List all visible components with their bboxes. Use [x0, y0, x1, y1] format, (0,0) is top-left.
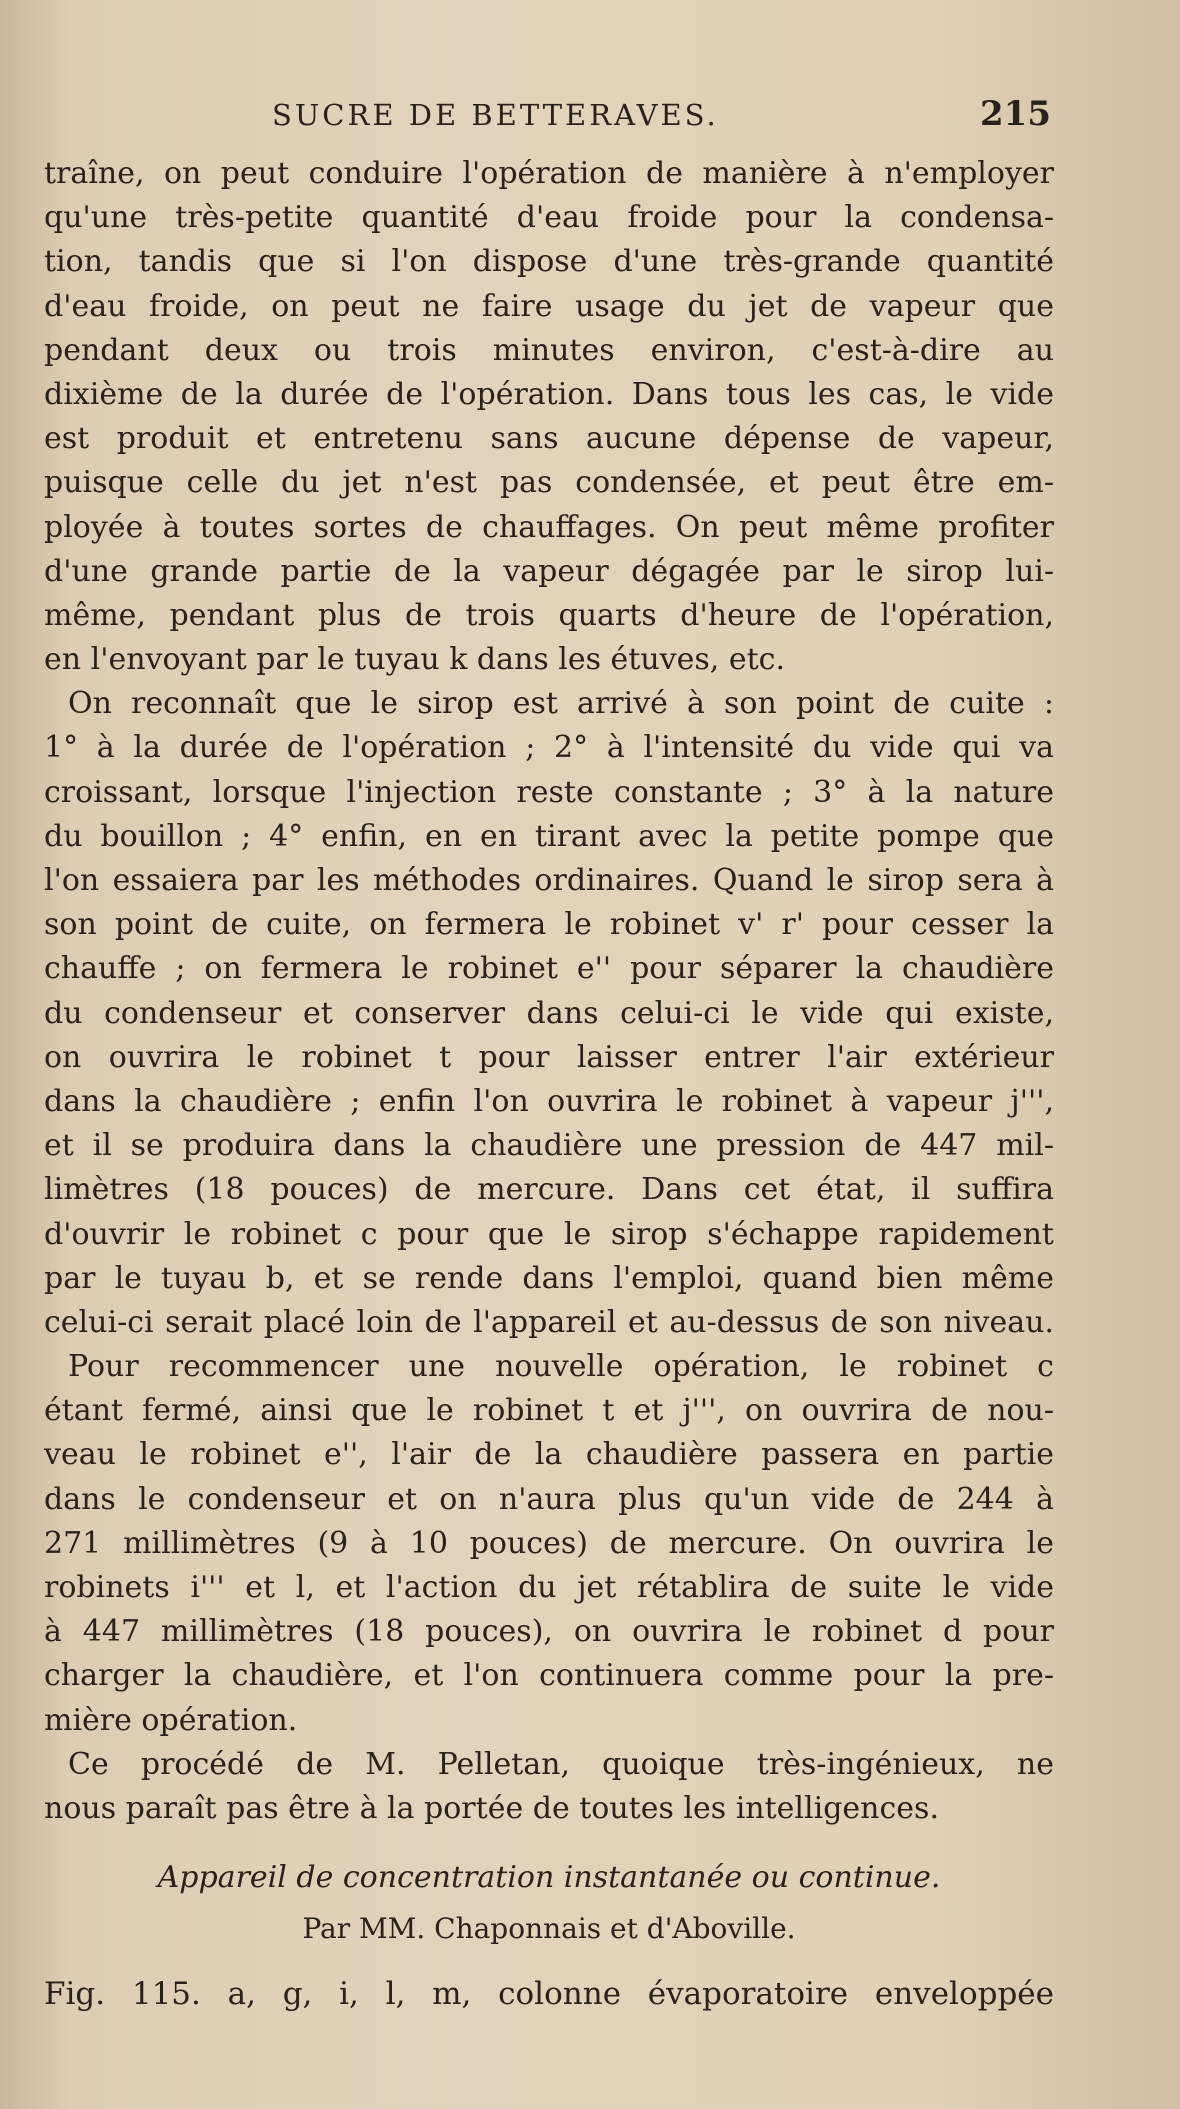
text-line: mière opération.	[44, 1702, 298, 1738]
text-line: même, pendant plus de trois quarts d'heure de l'opération,	[44, 597, 1054, 633]
text-line: étant fermé, ainsi que le robinet t et j''', on ouvrira de nou-	[44, 1393, 1054, 1429]
running-title: SUCRE DE BETTERAVES.	[272, 98, 719, 132]
page-number: 215	[980, 94, 1051, 134]
text-line: dans le condenseur et on n'aura plus qu'un vide de 244 à	[44, 1481, 1054, 1517]
text-line: On reconnaît que le sirop est arrivé à son point de cuite :	[68, 686, 1054, 722]
text-line: tion, tandis que si l'on dispose d'une très-grande quantité	[44, 244, 1054, 280]
text-line: robinets i''' et l, et l'action du jet rétablira de suite le vide	[44, 1570, 1054, 1605]
text-line: dans la chaudière ; enfin l'on ouvrira le robinet à vapeur j''',	[44, 1083, 1054, 1119]
text-line: à 447 millimètres (18 pouces), on ouvrira le robinet d pour	[44, 1614, 1054, 1650]
figure-caption-line: Fig. 115. a, g, i, l, m, colonne évaporatoire enveloppée	[44, 1976, 1054, 2012]
text-line: du bouillon ; 4° enfin, en en tirant avec la petite pompe que	[44, 818, 1054, 854]
text-line: nous paraît pas être à la portée de toutes les intelligences.	[44, 1790, 939, 1826]
text-line: d'ouvrir le robinet c pour que le sirop s'échappe rapidement	[44, 1216, 1054, 1252]
section-authors: Par MM. Chaponnais et d'Aboville.	[302, 1912, 796, 1945]
text-line: veau le robinet e'', l'air de la chaudière passera en partie	[44, 1437, 1054, 1473]
text-line: dixième de la durée de l'opération. Dans tous les cas, le vide	[44, 376, 1054, 412]
text-line: celui-ci serait placé loin de l'appareil et au-dessus de son niveau.	[44, 1304, 1054, 1340]
text-line: qu'une très-petite quantité d'eau froide pour la condensa-	[44, 200, 1054, 236]
text-line: en l'envoyant par le tuyau k dans les étuves, etc.	[44, 642, 785, 678]
text-line: et il se produira dans la chaudière une pression de 447 mil-	[44, 1128, 1054, 1164]
body-text	[44, 152, 1054, 1831]
text-line: chauffe ; on fermera le robinet e'' pour séparer la chaudière	[44, 951, 1054, 987]
text-line: l'on essaiera par les méthodes ordinaires. Quand le sirop sera à	[44, 863, 1054, 898]
text-line: 1° à la durée de l'opération ; 2° à l'intensité du vide qui va	[44, 730, 1054, 766]
text-line: par le tuyau b, et se rende dans l'emploi, quand bien même	[44, 1260, 1054, 1296]
section-title: Appareil de concentration instantanée ou continue.	[157, 1860, 941, 1895]
text-line: limètres (18 pouces) de mercure. Dans cet état, il suffira	[44, 1172, 1054, 1208]
text-line: est produit et entretenu sans aucune dépense de vapeur,	[44, 421, 1054, 457]
text-line: son point de cuite, on fermera le robinet v' r' pour cesser la	[44, 907, 1054, 943]
text-line: Pour recommencer une nouvelle opération, le robinet c	[68, 1349, 1054, 1385]
page-header	[0, 94, 1180, 138]
text-line: pendant deux ou trois minutes environ, c'est-à-dire au	[44, 332, 1054, 368]
text-line: charger la chaudière, et l'on continuera comme pour la pre-	[44, 1658, 1054, 1694]
text-line: ployée à toutes sortes de chauffages. On peut même profiter	[44, 509, 1054, 545]
text-line: croissant, lorsque l'injection reste constante ; 3° à la nature	[44, 774, 1054, 810]
text-line: 271 millimètres (9 à 10 pouces) de mercure. On ouvrira le	[44, 1525, 1054, 1561]
text-line: d'une grande partie de la vapeur dégagée par le sirop lui-	[44, 553, 1054, 589]
text-line: on ouvrira le robinet t pour laisser entrer l'air extérieur	[44, 1039, 1054, 1075]
text-line: d'eau froide, on peut ne faire usage du jet de vapeur que	[44, 288, 1054, 324]
text-line: du condenseur et conserver dans celui-ci le vide qui existe,	[44, 995, 1054, 1031]
text-line: puisque celle du jet n'est pas condensée, et peut être em-	[44, 465, 1054, 501]
text-line: traîne, on peut conduire l'opération de manière à n'employer	[44, 156, 1054, 191]
text-line: Ce procédé de M. Pelletan, quoique très-ingénieux, ne	[68, 1746, 1054, 1782]
